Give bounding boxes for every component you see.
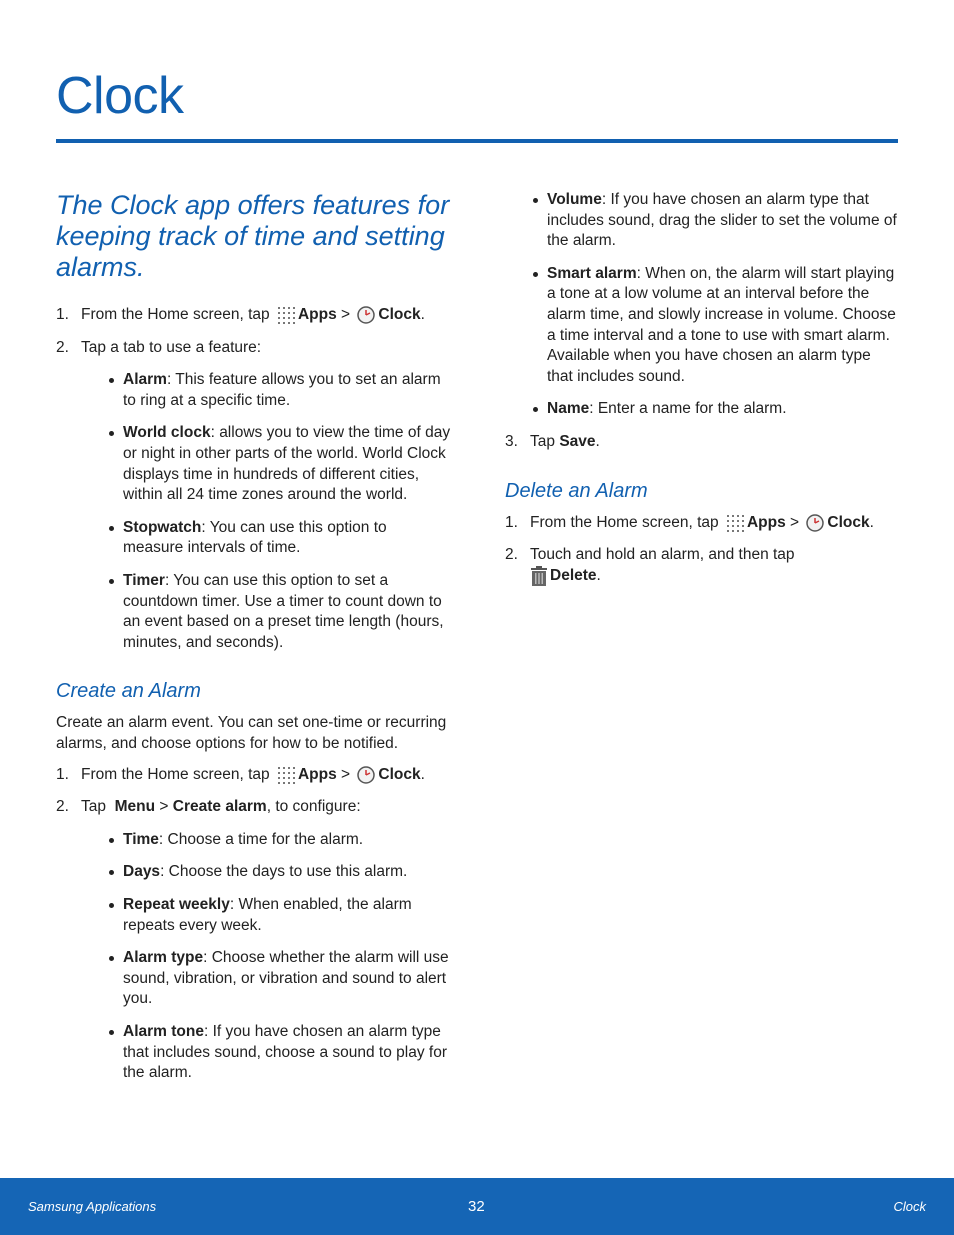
alarm-options-list xyxy=(81,830,451,1084)
apps-grid-icon xyxy=(276,765,296,785)
list-item: Name: Enter a name for the alarm. xyxy=(505,399,900,420)
main-step-1: 1. From the Home screen, tap Apps > Clock. xyxy=(56,306,425,324)
main-step-2: 2. Tap a tab to use a feature: Alarm: This feature allows you to set an alarm to ring at a specific time. World clock: allows you to view the time of day or night in other parts of the world. World Clock displays time in hundreds of different cities, within all 24 time zones around the world. Stopwatch: You can use this option to measure intervals of time. Timer: You can use this option to set a countdown timer. Use a timer to count down to an event based on a preset time length (hours, minutes, and seconds). xyxy=(56,338,451,654)
clock-icon xyxy=(356,765,376,785)
intro-text: The Clock app offers features for keeping track of time and setting alarms. xyxy=(56,190,450,282)
page-title: Clock xyxy=(56,67,184,125)
list-item: World clock: allows you to view the time of day or night in other parts of the world. World Clock displays time in hundreds of different cities, within all 24 time zones around the world. xyxy=(81,423,451,505)
trash-icon xyxy=(530,566,548,586)
list-item: Timer: You can use this option to set a countdown timer. Use a timer to count down to an event based on a preset time length (hours, minutes, and seconds). xyxy=(81,571,451,653)
title-divider xyxy=(56,139,898,143)
create-alarm-heading: Create an Alarm xyxy=(56,680,201,703)
list-item: Alarm tone: If you have chosen an alarm type that includes sound, choose a sound to play for the alarm. xyxy=(81,1022,451,1084)
list-item: Stopwatch: You can use this option to measure intervals of time. xyxy=(81,518,451,559)
create-step-1: 1. From the Home screen, tap Apps > Clock. xyxy=(56,765,425,783)
list-item: Repeat weekly: When enabled, the alarm repeats every week. xyxy=(81,895,451,936)
delete-step-1: 1. From the Home screen, tap Apps > Clock. xyxy=(505,513,874,531)
delete-alarm-steps xyxy=(505,513,900,587)
clock-icon xyxy=(356,305,376,325)
create-alarm-intro: Create an alarm event. You can set one-time or recurring alarms, and choose options for how to be notified. xyxy=(56,714,447,752)
list-item: Volume: If you have chosen an alarm type that includes sound, drag the slider to set the volume of the alarm. xyxy=(505,190,900,252)
apps-grid-icon xyxy=(276,305,296,325)
main-steps xyxy=(56,305,451,653)
create-alarm-steps-continued xyxy=(505,432,900,453)
clock-icon xyxy=(805,513,825,533)
list-item: Time: Choose a time for the alarm. xyxy=(81,830,451,851)
create-step-2: 2. Tap Menu > Create alarm, to configure: Time: Choose a time for the alarm. Days: Choose the days to use this alarm. Repeat weekly: When enabled, the alarm repeats every week. Alarm type: Choose whether the alarm will use sound, vibration, or vibration and sound to alert you. Alarm tone: If you have chosen an alarm type that includes sound, choose a sound to play for the alarm. xyxy=(56,797,451,1084)
apps-grid-icon xyxy=(725,513,745,533)
delete-alarm-heading: Delete an Alarm xyxy=(505,479,648,502)
alarm-options-list-continued xyxy=(505,190,900,420)
page-number: 32 xyxy=(468,1198,485,1215)
delete-step-2: 2. Touch and hold an alarm, and then tap Delete. xyxy=(505,546,795,584)
list-item: Smart alarm: When on, the alarm will start playing a tone at a low volume at an interval before the alarm time, and slowly increase in volume. Choose a time interval and a tone to use with smart alarm. Available when you have chosen an alarm type that includes sound. xyxy=(505,264,900,388)
list-item: Alarm type: Choose whether the alarm will use sound, vibration, or vibration and sound to alert you. xyxy=(81,948,451,1010)
feature-list xyxy=(81,370,451,653)
create-step-3: 3. Tap Save. xyxy=(505,432,600,450)
page-footer xyxy=(0,1178,954,1235)
footer-chapter: Clock xyxy=(893,1199,926,1214)
list-item: Alarm: This feature allows you to set an alarm to ring at a specific time. xyxy=(81,370,451,411)
right-column xyxy=(505,190,900,599)
list-item: Days: Choose the days to use this alarm. xyxy=(81,862,451,883)
left-column xyxy=(56,190,451,1096)
create-alarm-steps xyxy=(56,765,451,1084)
footer-section-title: Samsung Applications xyxy=(28,1199,157,1214)
